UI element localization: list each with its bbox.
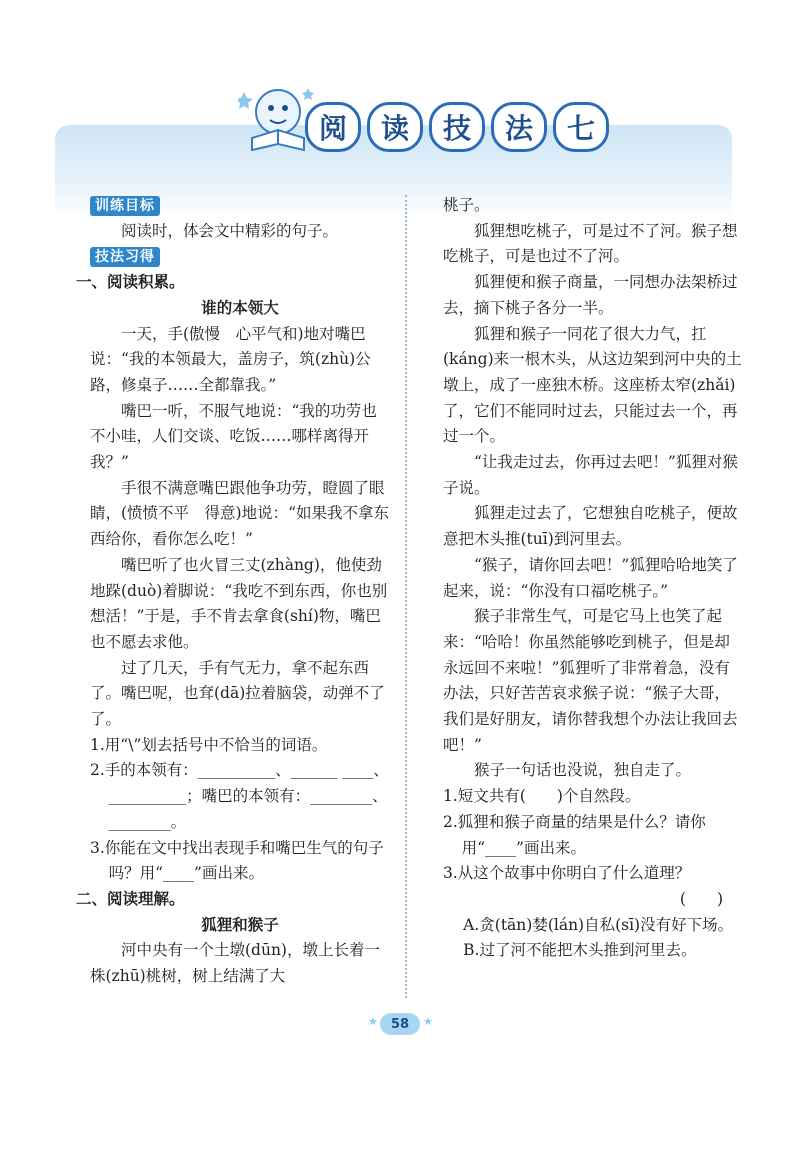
star-icon: ★ xyxy=(423,1015,433,1028)
story-title: 谁的本领大 xyxy=(201,298,279,317)
answer-paren: ( ) xyxy=(679,889,723,908)
paragraph: “让我走过去，你再过去吧！”狐狸对猴子说。 xyxy=(443,453,738,497)
section-heading: 一、阅读积累。 xyxy=(76,273,185,292)
paragraph: 狐狸便和猴子商量，一同想办法架桥过去，摘下桃子各分一半。 xyxy=(443,273,738,317)
technique-tag: 技法习得 xyxy=(90,247,160,267)
paragraph: 一天，手(傲慢 心平气和)地对嘴巴说：“我的本领最大，盖房子，筑(zhù)公路，修桌子……全都靠我。” xyxy=(90,324,371,394)
section-heading: 二、阅读理解。 xyxy=(76,889,185,908)
star-icon: ★ xyxy=(368,1015,378,1028)
paragraph: 狐狸走过去了，它想独自吃桃子，便故意把木头推(tuī)到河里去。 xyxy=(443,504,738,549)
title-char: 读 xyxy=(367,102,423,152)
paragraph: 嘴巴一听，不服气地说：“我的功劳也不小哇，人们交谈、吃饭……哪样离得开我？” xyxy=(90,401,377,472)
question: 1.用“\”划去括号中不恰当的词语。 xyxy=(90,735,328,754)
paragraph: 手很不满意嘴巴跟他争功劳，瞪圆了眼睛，(愤愤不平 得意)地说：“如果我不拿东西给你，看你怎么吃！” xyxy=(90,478,390,549)
answer-option: A.贪(tān)婪(lán)自私(sī)没有好下场。 xyxy=(463,915,734,934)
paragraph: 过了几天，手有气无力，拿不起东西了。嘴巴呢，也耷(dā)拉着脑袋，动弹不了了。 xyxy=(90,658,385,729)
title-char: 技 xyxy=(429,102,485,152)
question: 2.狐狸和猴子商量的结果是什么？请你用“____”画出来。 xyxy=(443,812,706,857)
paragraph: 狐狸想吃桃子，可是过不了河。猴子想吃桃子，可是也过不了河。 xyxy=(443,221,738,266)
title-char: 法 xyxy=(491,102,547,152)
story-title: 狐狸和猴子 xyxy=(201,915,279,934)
answer-option: B.过了河不能把木头推到河里去。 xyxy=(463,941,697,960)
training-goal-tag: 训练目标 xyxy=(90,196,160,216)
paragraph: “猴子，请你回去吧！”狐狸哈哈地笑了起来，说：“你没有口福吃桃子。” xyxy=(443,555,738,600)
left-column xyxy=(76,193,390,990)
paragraph: 猴子非常生气，可是它马上也笑了起来：“哈哈！你虽然能够吃到桃子，但是却永远回不来啦！”狐狸听了非常着急，没有办法，只好苦苦哀求猴子说：“猴子大哥，我们是好朋友，请你替我想个办法让我回去吧！” xyxy=(443,607,738,754)
page-number: 58 xyxy=(380,1013,420,1035)
section-title xyxy=(305,102,609,152)
question: 1.短文共有( )个自然段。 xyxy=(443,787,641,806)
title-char: 七 xyxy=(553,102,609,152)
training-goal-text: 阅读时，体会文中精彩的句子。 xyxy=(121,221,339,240)
right-column xyxy=(443,193,743,964)
paragraph: 猴子一句话也没说，独自走了。 xyxy=(474,761,692,780)
question: 3.你能在文中找出表现手和嘴巴生气的句子吗？用“____”画出来。 xyxy=(90,838,384,883)
paragraph: 河中央有一个土墩(dūn)，墩上长着一株(zhū)桃树，树上结满了大 xyxy=(90,941,380,986)
paragraph: 嘴巴听了也火冒三丈(zhàng)，他使劲地跺(duò)着脚说：“我吃不到东西，你也别想活！”于是，手不肯去拿食(shí)物，嘴巴也不愿去求他。 xyxy=(90,555,388,651)
question: 3.从这个故事中你明白了什么道理？ xyxy=(443,864,691,883)
paragraph: 桃子。 xyxy=(443,196,490,214)
column-divider xyxy=(405,195,407,998)
title-char: 阅 xyxy=(305,102,361,152)
paragraph: 狐狸和猴子一同花了很大力气，扛(káng)来一根木头，从这边架到河中央的土墩上，成了一座独木桥。这座桥太窄(zhǎi)了，它们不能同时过去，只能过去一个，再过一个。 xyxy=(443,324,742,446)
question: 2.手的本领有：__________、______ ____、__________；嘴巴的本领有：________、________。 xyxy=(90,761,389,831)
